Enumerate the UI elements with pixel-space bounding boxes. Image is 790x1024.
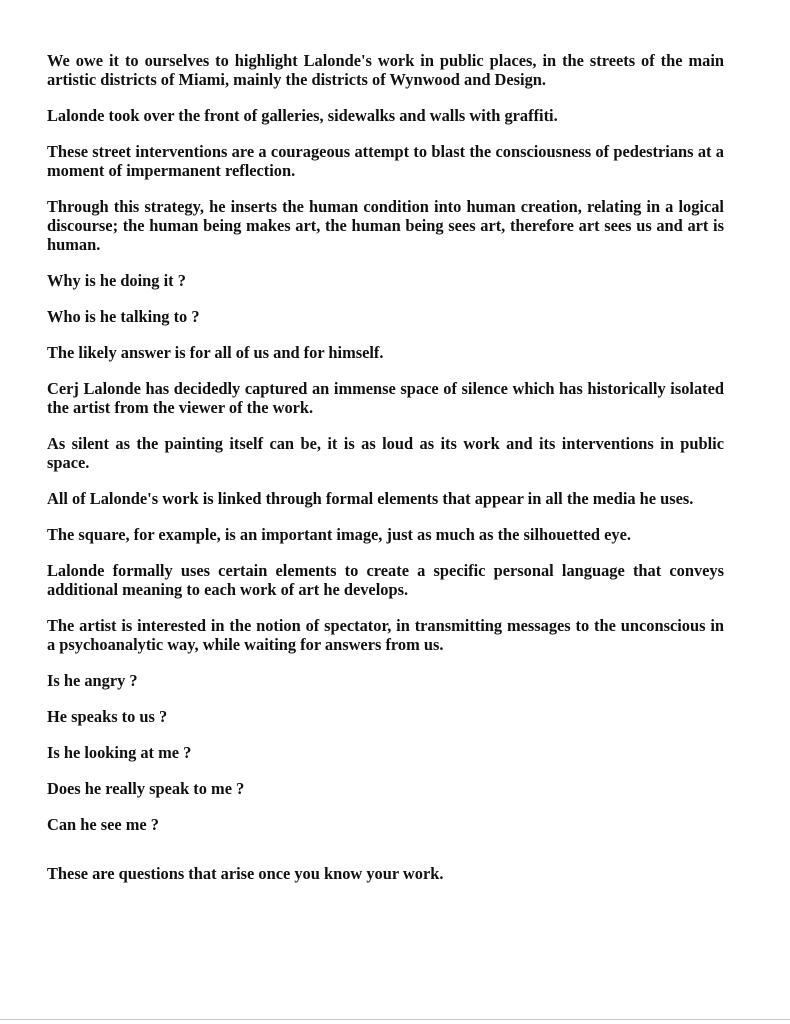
body-text (47, 51, 724, 900)
paragraph-7: The likely answer is for all of us and for himself. (47, 343, 384, 362)
paragraph-2: Lalonde took over the front of galleries, sidewalks and walls with graffiti. (47, 106, 558, 125)
paragraph-6: Who is he talking to ? (47, 307, 200, 326)
paragraph-12: Lalonde formally uses certain elements to create a specific personal language that conveys additional meaning to each work of art he develops. (47, 561, 724, 599)
paragraph-11: The square, for example, is an important image, just as much as the silhouetted eye. (47, 525, 631, 544)
paragraph-17: Does he really speak to me ? (47, 779, 245, 798)
paragraph-10: All of Lalonde's work is linked through formal elements that appear in all the media he uses. (47, 489, 694, 508)
paragraph-13: The artist is interested in the notion of spectator, in transmitting messages to the unconscious in a psychoanalytic way, while waiting for answers from us. (47, 616, 724, 654)
paragraph-15: He speaks to us ? (47, 707, 168, 726)
paragraph-9: As silent as the painting itself can be, it is as loud as its work and its interventions in public space. (47, 434, 724, 472)
paragraph-14: Is he angry ? (47, 671, 138, 690)
paragraph-19: These are questions that arise once you know your work. (47, 864, 444, 883)
paragraph-4: Through this strategy, he inserts the human condition into human creation, relating in a logical discourse; the human being makes art, the human being sees art, therefore art sees us and art is human. (47, 197, 724, 254)
paragraph-1: We owe it to ourselves to highlight Lalonde's work in public places, in the streets of the main artistic districts of Miami, mainly the districts of Wynwood and Design. (47, 51, 724, 89)
paragraph-16: Is he looking at me ? (47, 743, 192, 762)
paragraph-5: Why is he doing it ? (47, 271, 186, 290)
paragraph-18: Can he see me ? (47, 815, 159, 834)
paragraph-8: Cerj Lalonde has decidedly captured an immense space of silence which has historically isolated the artist from the viewer of the work. (47, 379, 724, 417)
page-bottom-edge (0, 1019, 790, 1020)
paragraph-3: These street interventions are a courageous attempt to blast the consciousness of pedestrians at a moment of impermanent reflection. (47, 142, 724, 180)
